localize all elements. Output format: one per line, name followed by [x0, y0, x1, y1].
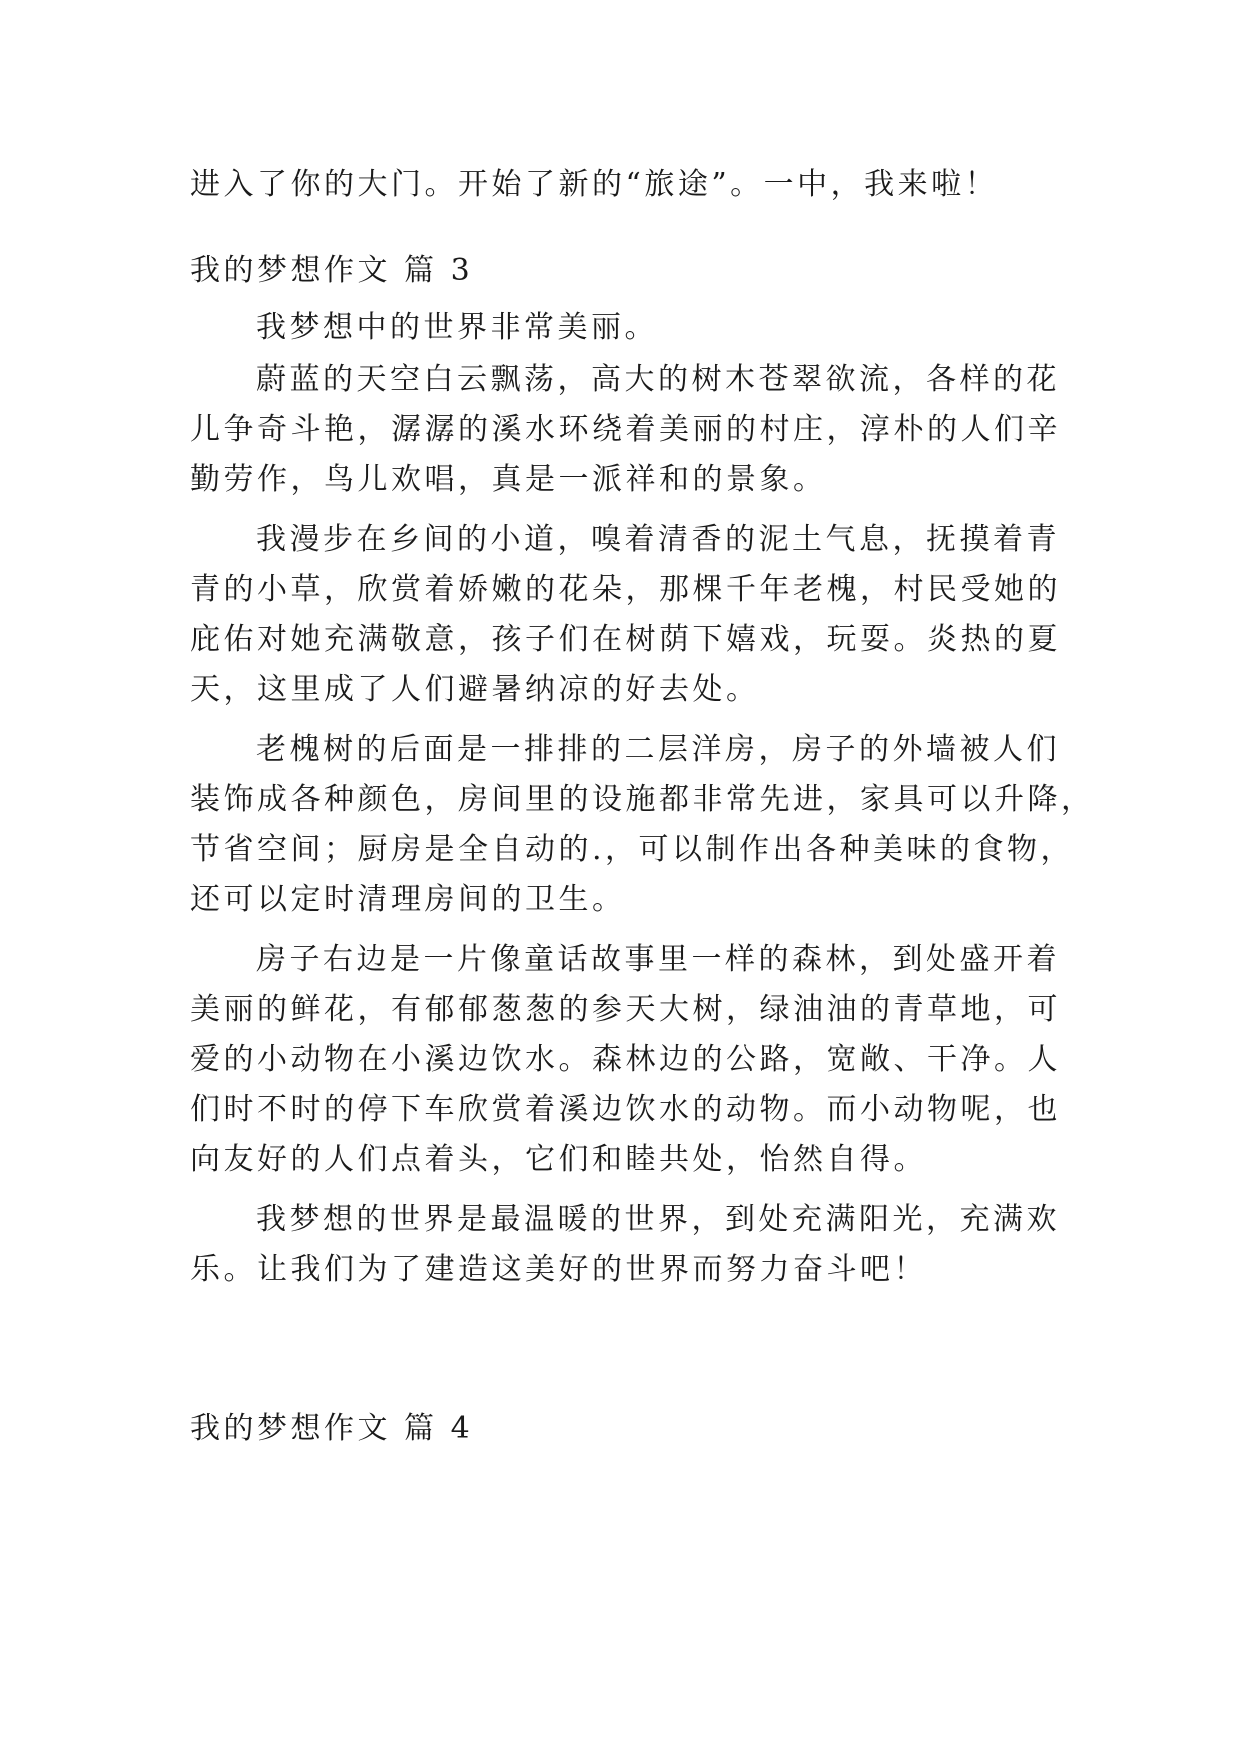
continuation-line: 进入了你的大门。开始了新的“旅途”。一中，我来啦！: [190, 167, 999, 202]
paragraph-line: 青的小草，欣赏着娇嫩的花朵，那棵千年老槐，村民受她的: [190, 572, 1061, 607]
paragraph-line: 勤劳作，鸟儿欢唱，真是一派祥和的景象。: [190, 462, 827, 497]
paragraph-line: 乐。让我们为了建造这美好的世界而努力奋斗吧！: [190, 1252, 927, 1287]
paragraph-line: 我漫步在乡间的小道，嗅着清香的泥土气息，抚摸着青: [256, 522, 1060, 557]
paragraph-line: 爱的小动物在小溪边饮水。森林边的公路，宽敞、干净。人: [190, 1042, 1061, 1077]
paragraph-line: 们时不时的停下车欣赏着溪边饮水的动物。而小动物呢，也: [190, 1092, 1061, 1127]
paragraph-line: 老槐树的后面是一排排的二层洋房，房子的外墙被人们: [256, 732, 1060, 767]
paragraph-line: 还可以定时清理房间的卫生。: [190, 882, 626, 917]
paragraph-line: 儿争奇斗艳，潺潺的溪水环绕着美丽的村庄，淳朴的人们辛: [190, 412, 1061, 447]
section-heading: 我的梦想作文 篇 4: [190, 1411, 474, 1446]
paragraph-line: 我梦想的世界是最温暖的世界，到处充满阳光，充满欢: [256, 1202, 1060, 1237]
paragraph-line: 庇佑对她充满敬意，孩子们在树荫下嬉戏，玩耍。炎热的夏: [190, 622, 1061, 657]
paragraph-line: 装饰成各种颜色，房间里的设施都非常先进，家具可以升降，: [190, 782, 1095, 817]
paragraph-line: 节省空间；厨房是全自动的.，可以制作出各种美味的食物，: [190, 832, 1075, 867]
paragraph-line: 蔚蓝的天空白云飘荡，高大的树木苍翠欲流，各样的花: [256, 362, 1060, 397]
paragraph-line: 房子右边是一片像童话故事里一样的森林，到处盛开着: [256, 942, 1060, 977]
paragraph-line: 我梦想中的世界非常美丽。: [256, 310, 658, 345]
paragraph-line: 向友好的人们点着头，它们和睦共处，怡然自得。: [190, 1142, 927, 1177]
paragraph-line: 美丽的鲜花，有郁郁葱葱的参天大树，绿油油的青草地，可: [190, 992, 1061, 1027]
paragraph-line: 天，这里成了人们避暑纳凉的好去处。: [190, 672, 760, 707]
section-heading: 我的梦想作文 篇 3: [190, 253, 474, 288]
